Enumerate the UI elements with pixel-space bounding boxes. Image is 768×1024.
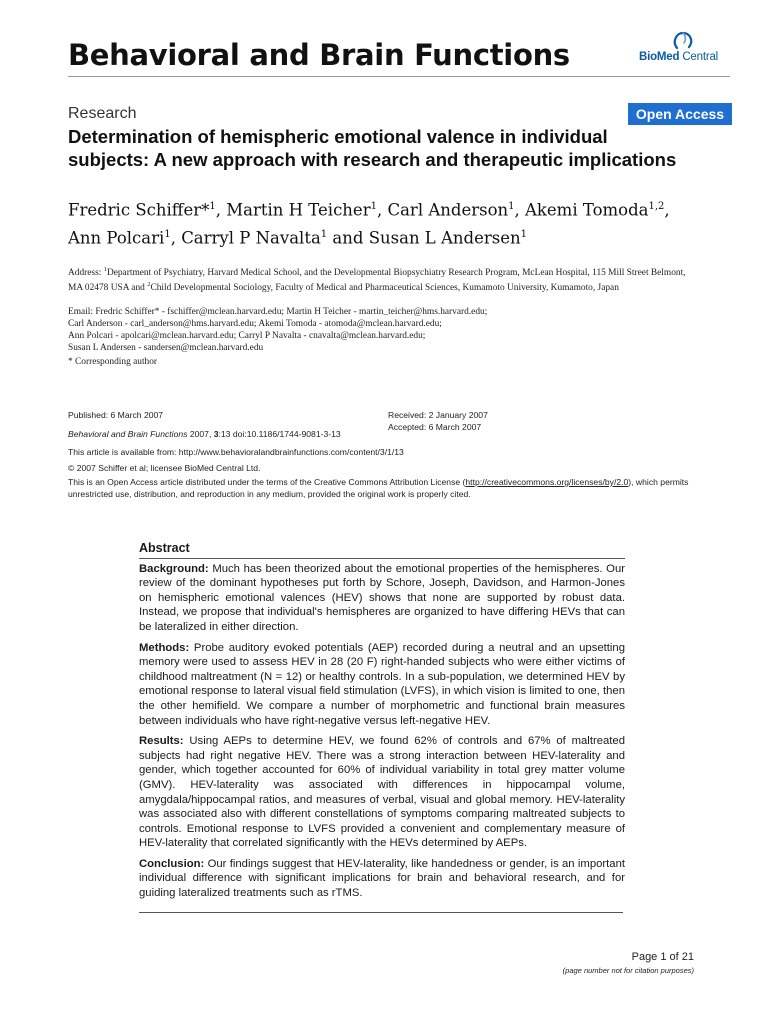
- article-title: Determination of hemispheric emotional valence in individual subjects: A new approach with research and therapeutic implications: [68, 126, 677, 170]
- author-name[interactable]: Susan L Andersen: [368, 228, 521, 247]
- abstract-methods: [139, 641, 625, 729]
- email-line[interactable]: Susan L Andersen - sandersen@mclean.harvard.edu: [68, 343, 264, 353]
- abstract-section-label: Results:: [139, 735, 184, 748]
- open-access-badge[interactable]: Open Access: [628, 103, 732, 125]
- author-name[interactable]: Carl Anderson: [387, 200, 509, 220]
- abstract-section-text: Probe auditory evoked potentials (AEP) recorded during a neutral and an upsetting memory were used to assess HEV in 28 (20 F) right-handed subjects who were either victims of childhood maltreatment (N = 12) or healthy controls. In a sub-population, we determined HEV by emotional response to lateral visual field stimulation (LVFS), in which vision is limited to one, then the other hemifield. We compare a number of morphometric and functional brain measures between individuals who have right-negative versus left-negative HEV.: [139, 641, 625, 727]
- author-affiliation-marker: 1: [508, 201, 515, 212]
- aff-marker-1: 1: [103, 266, 107, 273]
- author-name[interactable]: Akemi Tomoda: [525, 200, 649, 220]
- abstract-section-text: Our findings suggest that HEV-laterality, like handedness or gender, is an important individual difference with significant implications for brain and behavioral research, and for guiding lateralized treatments such as rTMS.: [139, 857, 625, 900]
- journal-title: Behavioral and Brain Functions: [68, 38, 570, 72]
- license-pre: This is an Open Access article distributed under the terms of the Creative Commons Attribution License (: [68, 477, 466, 487]
- biomed-central-logo[interactable]: [636, 30, 732, 70]
- author-name[interactable]: Martin H Teicher: [226, 200, 371, 220]
- page-number: Page 1 of 21: [631, 951, 694, 963]
- license-post: ), which permits unrestricted use, distribution, and reproduction in any medium, provided the original work is properly cited.: [68, 477, 689, 499]
- abstract-section-label: Methods:: [139, 641, 190, 654]
- page-number-note: (page number not for citation purposes): [562, 966, 694, 975]
- affiliations: [68, 264, 700, 294]
- abstract-section-text: Using AEPs to determine HEV, we found 62% of controls and 67% of maltreated subjects had right negative HEV. There was a strong interaction between HEV-laterality and gender, which together accounted for 60% of individual variability in total grey matter volume (GMV). HEV-laterality was associated with differences in hippocampal volume, amygdala/hippocampal ratios, and measures of verbal, visual and global memory. HEV-laterality was associated also with different constellations of symptoms comparing maltreated subjects to controls. Emotional response to LVFS provided a convenient and complementary measure of HEV-laterality that correlated significantly with the HEVs determined by AEPs.: [139, 735, 625, 850]
- copyright-line: © 2007 Schiffer et al; licensee BioMed Central Ltd.: [68, 463, 261, 473]
- author-affiliation-marker: 1: [209, 201, 216, 212]
- published-date: Published: 6 March 2007: [68, 410, 164, 420]
- abstract-section-label: Background:: [139, 562, 209, 575]
- abstract-section-label: Conclusion:: [139, 857, 205, 870]
- license-text: [68, 476, 708, 500]
- abstract-bottom-rule: [139, 912, 623, 913]
- email-line[interactable]: Carl Anderson - carl_anderson@hms.harvard.edu; Akemi Tomoda - atomoda@mclean.harvard.edu;: [68, 319, 442, 329]
- author-name[interactable]: Ann Polcari: [68, 228, 165, 247]
- section-label: Research: [68, 105, 137, 122]
- logo-text-central: Central: [679, 51, 718, 63]
- aff-marker-2: 2: [147, 281, 151, 289]
- author-affiliation-marker: 1: [520, 228, 528, 240]
- abstract-box: [139, 541, 625, 907]
- logo-text-biomed: BioMed: [639, 51, 680, 63]
- affiliation-2: Child Developmental Sociology, Faculty of Medical and Pharmaceutical Sciences, Kumamoto University, Kumamoto, Japan: [150, 283, 619, 294]
- email-list: [68, 306, 700, 354]
- email-line[interactable]: Ann Polcari - apolcari@mclean.harvard.edu; Carryl P Navalta - cnavalta@mclean.harvard.edu;: [68, 331, 426, 341]
- corresponding-author-note: * Corresponding author: [68, 357, 158, 367]
- citation-doi[interactable]: :13 doi:10.1186/1744-9081-3-13: [218, 429, 341, 439]
- citation-year: 2007,: [187, 429, 214, 439]
- abstract-top-rule: [139, 558, 625, 559]
- author-affiliation-marker: 1: [370, 201, 377, 212]
- abstract-conclusion: [139, 857, 625, 901]
- license-link[interactable]: http://creativecommons.org/licenses/by/2.0: [465, 477, 629, 487]
- received-date: Received: 2 January 2007: [388, 410, 488, 420]
- author-list: Fredric Schiffer*$^1$, Martin H Teicher$^1$, Carl Anderson$^1$, Akemi Tomoda$^{1,2}$, Ann Polcari$^1$, Carryl P Navalta$^1$ and Susan L Andersen$^1$: [68, 200, 670, 247]
- citation-volume: 3: [213, 429, 219, 439]
- abstract-heading: Abstract: [139, 541, 190, 555]
- citation-line: [68, 428, 341, 440]
- author-name[interactable]: Fredric Schiffer*: [68, 200, 210, 220]
- biomed-logo-mark-icon: [670, 30, 696, 52]
- citation-journal: Behavioral and Brain Functions: [68, 429, 188, 439]
- logo-text: [639, 51, 718, 63]
- abstract-results: [139, 734, 625, 851]
- article-url-line[interactable]: This article is available from: http://www.behavioralandbrainfunctions.com/content/3/1/13: [68, 447, 404, 457]
- header-rule: [68, 76, 730, 77]
- author-affiliation-marker: 1,2: [648, 201, 665, 212]
- abstract-section-text: Much has been theorized about the emotional properties of the hemispheres. Our review of the dominant hypotheses put forth by Schore, Joseph, Davidson, and Harmon-Jones on hemispheric emotional valences (HEV) shows that none are supported by robust data. Instead, we propose that individual's hemispheres are organized to have differing HEVs that can be lateralized in either direction.: [139, 562, 625, 633]
- author-affiliation-marker: 1: [320, 228, 328, 240]
- abstract-background: [139, 562, 625, 635]
- affiliation-1: Department of Psychiatry, Harvard Medical School, and the Developmental Biopsychiatry Research Program, McLean Hospital, 115 Mill Street Belmont, MA 02478 USA and: [68, 268, 686, 294]
- author-name[interactable]: Carryl P Navalta: [181, 228, 321, 247]
- accepted-date: Accepted: 6 March 2007: [388, 422, 482, 432]
- address-prefix: Address:: [68, 268, 104, 279]
- author-affiliation-marker: 1: [164, 228, 171, 240]
- email-line[interactable]: Email: Fredric Schiffer* - fschiffer@mclean.harvard.edu; Martin H Teicher - martin_teicher@hms.harvard.edu;: [68, 307, 488, 317]
